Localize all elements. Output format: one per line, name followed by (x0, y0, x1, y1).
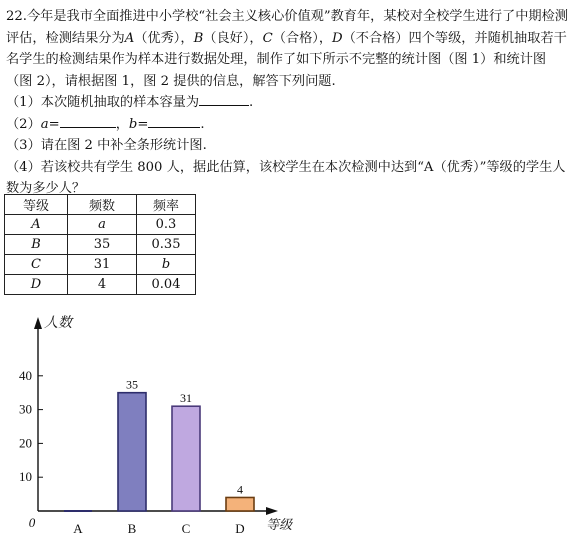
question-4: （4）若该校共有学生 800 人，据此估算，该校学生在本次检测中达到“A（优秀）”等级的学生人数为多少人？ (6, 159, 566, 196)
grade-d-symbol: D (332, 30, 343, 46)
y-tick-label: 20 (19, 435, 32, 451)
x-tick-label-D: D (235, 521, 245, 536)
y-axis-label: 人数 (44, 316, 72, 331)
answer-blank-a (60, 114, 116, 128)
grade-c-symbol: C (262, 30, 273, 46)
x-axis-label: 等级 (266, 517, 293, 532)
question-2-separator: ， (115, 116, 129, 132)
y-tick-label: 40 (19, 367, 32, 383)
origin-label: 0 (28, 515, 36, 530)
x-axis-arrow-icon (266, 507, 278, 515)
table-cell: 0.3 (137, 215, 196, 235)
header-grade: 等级 (5, 195, 68, 215)
grade-a-symbol: A (124, 30, 135, 46)
problem-statement (6, 6, 572, 92)
answer-blank-b (148, 114, 200, 128)
data-label-D: 4 (237, 482, 243, 497)
table-cell: B (5, 235, 68, 255)
x-tick-label-B: B (127, 521, 137, 536)
grade-a-label: （优秀）， (134, 30, 194, 46)
table-row (5, 235, 196, 255)
x-tick-label-A: A (73, 521, 83, 536)
table-cell: b (137, 255, 196, 275)
table-cell: 0.04 (137, 275, 196, 295)
grade-c-label: （合格）， (272, 30, 333, 46)
frequency-table (4, 194, 196, 295)
y-tick-label: 30 (19, 401, 32, 417)
table-cell: 4 (68, 275, 137, 295)
question-2 (6, 114, 572, 136)
header-rate: 频率 (137, 195, 196, 215)
y-axis-arrow-icon (34, 317, 42, 329)
table-cell: A (5, 215, 68, 235)
var-b: b (128, 116, 138, 132)
question-1 (6, 92, 572, 114)
data-label-B: 35 (126, 377, 138, 392)
table-cell: 35 (68, 235, 137, 255)
bar-chart (0, 305, 330, 550)
problem-text (6, 6, 572, 200)
table-cell: C (5, 255, 68, 275)
x-tick-label-C: C (181, 521, 191, 536)
y-tick-label: 10 (19, 469, 32, 485)
data-label-C: 31 (180, 391, 192, 406)
grade-b-label: （良好）， (203, 30, 263, 46)
answer-blank-sample-size (199, 92, 249, 106)
question-3: （3）请在图 2 中补全条形统计图. (6, 138, 207, 153)
bar-B (118, 393, 146, 511)
table-row (5, 275, 196, 295)
table-cell: a (68, 215, 137, 235)
bar-C (172, 406, 200, 511)
table-row (5, 255, 196, 275)
table-cell: D (5, 275, 68, 295)
question-1-end: . (249, 95, 254, 110)
bar-D (226, 497, 254, 511)
table-row (5, 215, 196, 235)
equals-a: = (48, 116, 60, 132)
table-cell: 31 (68, 255, 137, 275)
var-a: a (40, 116, 49, 132)
question-2-prefix: （2） (6, 116, 41, 132)
statement-part-2: （不合格）四个等级，并随机抽取若干名学生的检测结果作为样本进行数据处理，制作了如下所示不完整的统计图（图 1）和统计图（图 2），请根据图 1，图 2 提供的信息，解答下列问题. (6, 30, 567, 89)
statement-part-1: 22.今年是我市全面推进中小学校“社会主义核心价值观”教育年，某校对全校学生进行了中期检测评估，检测结果分为 (6, 9, 568, 46)
header-frequency: 频数 (68, 195, 137, 215)
equals-b: = (137, 116, 149, 132)
grade-b-symbol: B (193, 30, 204, 46)
question-1-text: （1）本次随机抽取的样本容量为 (6, 95, 200, 110)
table-header-row (5, 195, 196, 215)
table-cell: 0.35 (137, 235, 196, 255)
question-2-end: . (200, 116, 205, 132)
